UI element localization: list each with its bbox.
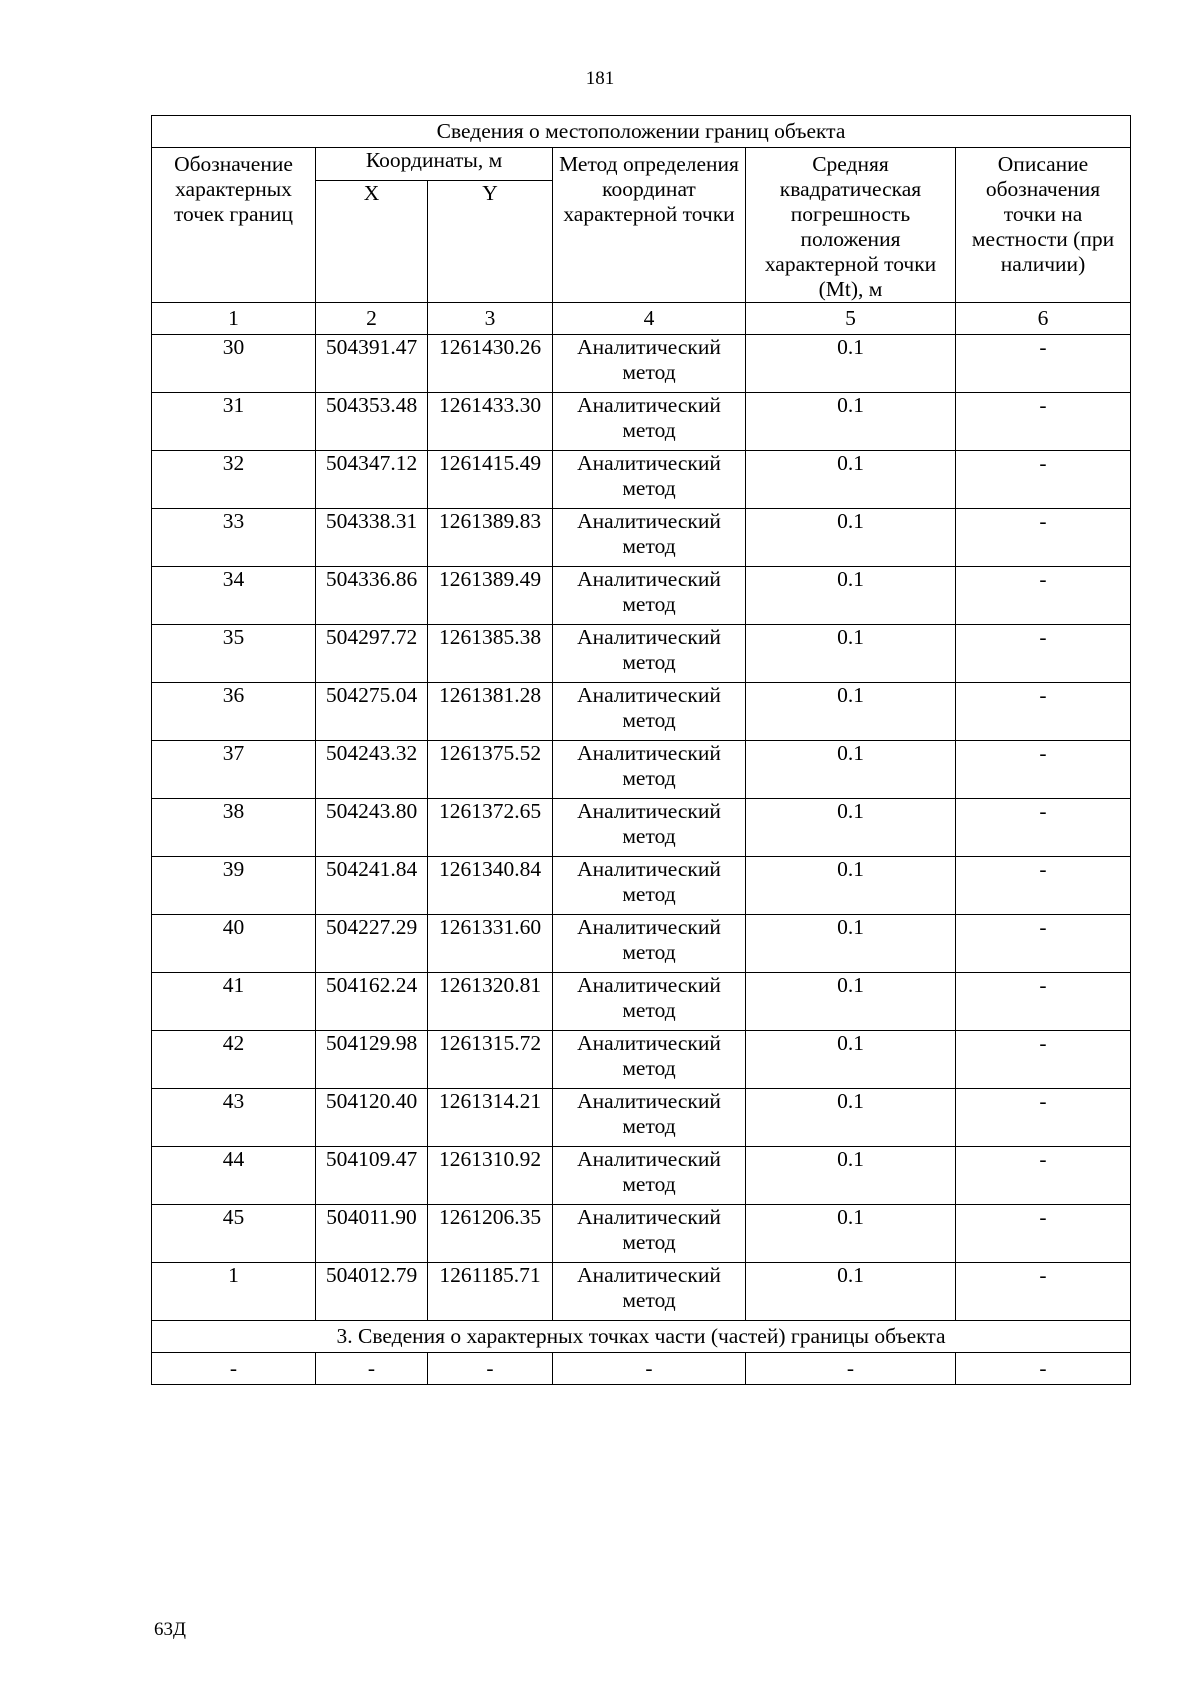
method-cell: Аналитический метод [553,393,746,451]
description-cell: - [956,1031,1131,1089]
method-cell: Аналитический метод [553,683,746,741]
point-number-cell: 43 [152,1089,316,1147]
method-cell: Аналитический метод [553,1263,746,1321]
table-row [152,1089,1131,1147]
y-coordinate-cell: 1261340.84 [428,857,553,915]
method-cell: Аналитический метод [553,973,746,1031]
table-row [152,1147,1131,1205]
column-number: 5 [746,303,956,335]
mean-error-cell: 0.1 [746,1089,956,1147]
section-3-cell: - [316,1353,428,1385]
description-cell: - [956,1263,1131,1321]
description-cell: - [956,973,1131,1031]
header-point-designation: Обозначение характерных точек границ [152,148,316,303]
point-number-cell: 38 [152,799,316,857]
y-coordinate-cell: 1261375.52 [428,741,553,799]
y-coordinate-cell: 1261185.71 [428,1263,553,1321]
column-number: 1 [152,303,316,335]
table-row [152,973,1131,1031]
mean-error-cell: 0.1 [746,625,956,683]
column-number: 4 [553,303,746,335]
x-coordinate-cell: 504243.80 [316,799,428,857]
y-coordinate-cell: 1261315.72 [428,1031,553,1089]
mean-error-cell: 0.1 [746,335,956,393]
header-coordinates: Координаты, м [316,148,553,181]
footer-code: 63Д [154,1619,186,1640]
column-number-row [152,303,1131,335]
mean-error-cell: 0.1 [746,857,956,915]
point-number-cell: 30 [152,335,316,393]
x-coordinate-cell: 504012.79 [316,1263,428,1321]
x-coordinate-cell: 504011.90 [316,1205,428,1263]
table-row [152,567,1131,625]
method-cell: Аналитический метод [553,1205,746,1263]
method-cell: Аналитический метод [553,857,746,915]
section-3-title: 3. Сведения о характерных точках части (частей) границы объекта [152,1321,1131,1353]
x-coordinate-cell: 504275.04 [316,683,428,741]
description-cell: - [956,509,1131,567]
section-3-row [152,1353,1131,1385]
mean-error-cell: 0.1 [746,741,956,799]
y-coordinate-cell: 1261389.49 [428,567,553,625]
description-cell: - [956,451,1131,509]
point-number-cell: 34 [152,567,316,625]
table-title: Сведения о местоположении границ объекта [152,116,1131,148]
table-row [152,799,1131,857]
method-cell: Аналитический метод [553,1147,746,1205]
mean-error-cell: 0.1 [746,393,956,451]
description-cell: - [956,683,1131,741]
section-3-cell: - [746,1353,956,1385]
table-row [152,683,1131,741]
header-method: Метод определения координат характерной точки [553,148,746,303]
x-coordinate-cell: 504120.40 [316,1089,428,1147]
method-cell: Аналитический метод [553,799,746,857]
method-cell: Аналитический метод [553,509,746,567]
x-coordinate-cell: 504109.47 [316,1147,428,1205]
mean-error-cell: 0.1 [746,567,956,625]
header-y: Y [428,180,553,302]
description-cell: - [956,915,1131,973]
description-cell: - [956,741,1131,799]
description-cell: - [956,799,1131,857]
y-coordinate-cell: 1261206.35 [428,1205,553,1263]
description-cell: - [956,1089,1131,1147]
table-row [152,1031,1131,1089]
mean-error-cell: 0.1 [746,799,956,857]
method-cell: Аналитический метод [553,625,746,683]
coordinates-table [151,115,1131,1385]
header-description: Описание обозначения точки на местности (при наличии) [956,148,1131,303]
point-number-cell: 41 [152,973,316,1031]
mean-error-cell: 0.1 [746,683,956,741]
method-cell: Аналитический метод [553,1031,746,1089]
header-mean-error: Средняя квадратическая погрешность положения характерной точки (Mt), м [746,148,956,303]
point-number-cell: 31 [152,393,316,451]
column-number: 3 [428,303,553,335]
column-number: 2 [316,303,428,335]
x-coordinate-cell: 504336.86 [316,567,428,625]
mean-error-cell: 0.1 [746,1205,956,1263]
description-cell: - [956,857,1131,915]
point-number-cell: 32 [152,451,316,509]
x-coordinate-cell: 504353.48 [316,393,428,451]
method-cell: Аналитический метод [553,1089,746,1147]
x-coordinate-cell: 504338.31 [316,509,428,567]
section-3-cell: - [553,1353,746,1385]
point-number-cell: 33 [152,509,316,567]
y-coordinate-cell: 1261314.21 [428,1089,553,1147]
method-cell: Аналитический метод [553,451,746,509]
point-number-cell: 36 [152,683,316,741]
y-coordinate-cell: 1261433.30 [428,393,553,451]
table-row [152,335,1131,393]
x-coordinate-cell: 504391.47 [316,335,428,393]
y-coordinate-cell: 1261385.38 [428,625,553,683]
y-coordinate-cell: 1261310.92 [428,1147,553,1205]
y-coordinate-cell: 1261331.60 [428,915,553,973]
table-row [152,1263,1131,1321]
x-coordinate-cell: 504227.29 [316,915,428,973]
mean-error-cell: 0.1 [746,509,956,567]
table-row [152,393,1131,451]
y-coordinate-cell: 1261320.81 [428,973,553,1031]
header-x: X [316,180,428,302]
point-number-cell: 40 [152,915,316,973]
section-3-cell: - [428,1353,553,1385]
page-number: 181 [585,68,615,89]
mean-error-cell: 0.1 [746,1147,956,1205]
y-coordinate-cell: 1261372.65 [428,799,553,857]
point-number-cell: 39 [152,857,316,915]
description-cell: - [956,393,1131,451]
mean-error-cell: 0.1 [746,915,956,973]
table-row [152,857,1131,915]
mean-error-cell: 0.1 [746,973,956,1031]
mean-error-cell: 0.1 [746,1263,956,1321]
table-row [152,509,1131,567]
x-coordinate-cell: 504243.32 [316,741,428,799]
x-coordinate-cell: 504162.24 [316,973,428,1031]
description-cell: - [956,625,1131,683]
column-number: 6 [956,303,1131,335]
point-number-cell: 35 [152,625,316,683]
point-number-cell: 1 [152,1263,316,1321]
description-cell: - [956,1147,1131,1205]
table-row [152,915,1131,973]
x-coordinate-cell: 504347.12 [316,451,428,509]
table-row [152,741,1131,799]
table-row [152,625,1131,683]
point-number-cell: 44 [152,1147,316,1205]
description-cell: - [956,567,1131,625]
y-coordinate-cell: 1261430.26 [428,335,553,393]
y-coordinate-cell: 1261415.49 [428,451,553,509]
section-3-cell: - [152,1353,316,1385]
x-coordinate-cell: 504241.84 [316,857,428,915]
x-coordinate-cell: 504129.98 [316,1031,428,1089]
description-cell: - [956,335,1131,393]
table-row [152,1205,1131,1263]
section-3-cell: - [956,1353,1131,1385]
y-coordinate-cell: 1261389.83 [428,509,553,567]
table-row [152,451,1131,509]
x-coordinate-cell: 504297.72 [316,625,428,683]
mean-error-cell: 0.1 [746,1031,956,1089]
method-cell: Аналитический метод [553,915,746,973]
description-cell: - [956,1205,1131,1263]
mean-error-cell: 0.1 [746,451,956,509]
point-number-cell: 45 [152,1205,316,1263]
point-number-cell: 42 [152,1031,316,1089]
method-cell: Аналитический метод [553,567,746,625]
method-cell: Аналитический метод [553,741,746,799]
y-coordinate-cell: 1261381.28 [428,683,553,741]
point-number-cell: 37 [152,741,316,799]
method-cell: Аналитический метод [553,335,746,393]
